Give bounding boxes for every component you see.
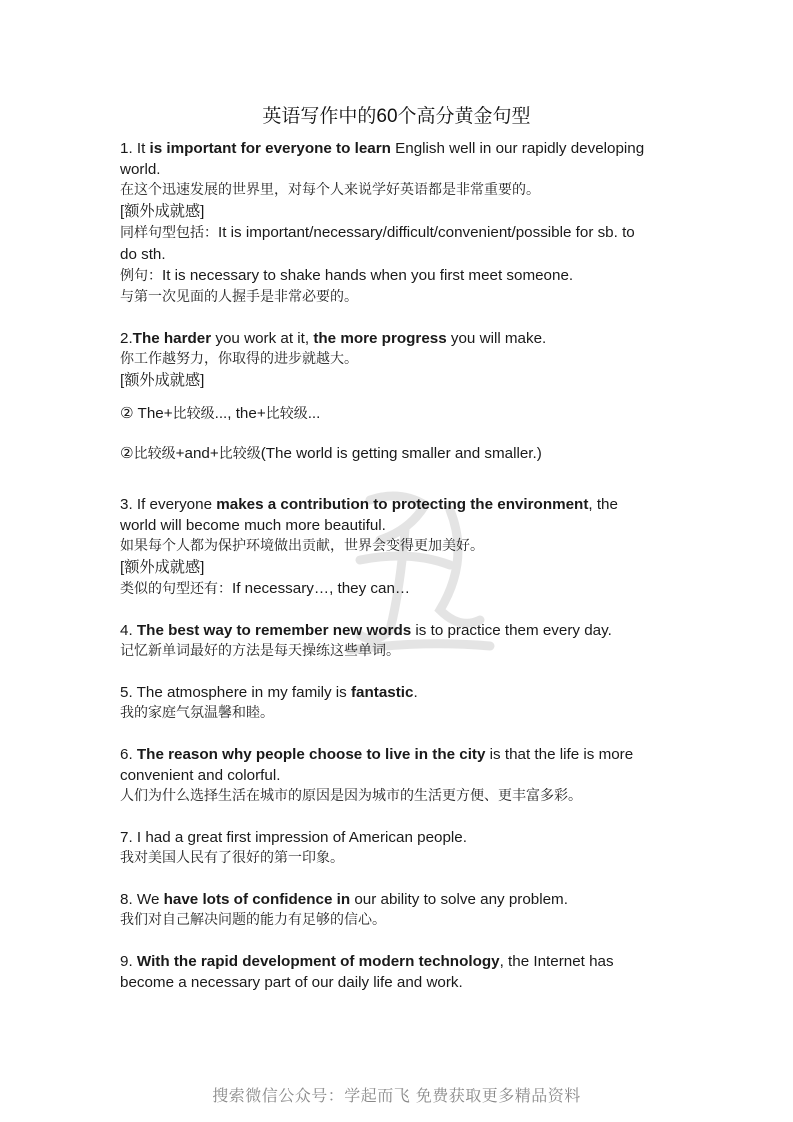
document-title: 英语写作中的60个高分黄金句型	[262, 106, 531, 127]
translation: 你工作越努力，你取得的进步就越大。	[120, 351, 358, 367]
sentence-4: 4. The best way to remember new words is to practice them every day. 记忆新单词最好的方法是每天操练这些单词。	[120, 620, 680, 662]
watermark-logo	[330, 470, 500, 660]
sentence-5: 5. The atmosphere in my family is fantastic. 我的家庭气氛温馨和睦。	[120, 682, 680, 724]
sentence-7: 7. I had a great first impression of American people. 我对美国人民有了很好的第一印象。	[120, 827, 680, 869]
translation: 我的家庭气氛温馨和睦。	[120, 705, 274, 721]
sentence-3: 3. If everyone makes a contribution to protecting the environment, the world will become much more beautiful. 如果每个人都为保护环境做出贡献，世界会变得更加美好。 [额外成就感] 类似的句型还有：If necessary…, they can…	[120, 494, 680, 600]
sentence-9: 9. With the rapid development of modern technology, the Internet has become a necessary part of our daily life and work.	[120, 953, 614, 991]
translation: 记忆新单词最好的方法是每天操练这些单词。	[120, 643, 400, 659]
translation: 与第一次见面的人握手是非常必要的。	[120, 289, 358, 305]
pattern-1: ② The+比较级..., the+比较级...	[120, 405, 321, 422]
tag: [额外成就感]	[120, 559, 205, 576]
sentence-1: 1. It is important for everyone to learn English well in our rapidly developing world. 在这个迅速发展的世界里，对每个人来说学好英语都是非常重要的。 [额外成就感] 同样句型包括：It is important/necessary/difficult/convenient/possible for sb. to do sth. 例句：It is necessary to shake hands when you first meet someone. 与第一次见面的人握手是非常必要的。	[120, 138, 680, 308]
pattern-2: ②比较级+and+比较级(The world is getting smaller and smaller.)	[120, 445, 542, 462]
sentence-8: 8. We have lots of confidence in our ability to solve any problem. 我们对自己解决问题的能力有足够的信心。	[120, 889, 680, 931]
sentence-2: 2.The harder you work at it, the more progress you will make. 你工作越努力，你取得的进步就越大。 [额外成就感] ② The+比较级..., the+比较级... ②比较级+and+比较级(The world is getting smaller and smaller.)	[120, 328, 680, 465]
footer-note: 搜索微信公众号：学起而飞 免费获取更多精品资料	[212, 1086, 581, 1105]
translation: 我对美国人民有了很好的第一印象。	[120, 850, 344, 866]
example: 例句：It is necessary to shake hands when you first meet someone.	[120, 267, 574, 284]
translation: 如果每个人都为保护环境做出贡献，世界会变得更加美好。	[120, 538, 484, 554]
tag: [额外成就感]	[120, 203, 205, 220]
translation: 人们为什么选择生活在城市的原因是因为城市的生活更方便、更丰富多彩。	[120, 788, 582, 804]
tag: [额外成就感]	[120, 372, 205, 389]
translation: 在这个迅速发展的世界里，对每个人来说学好英语都是非常重要的。	[120, 182, 540, 198]
sentence-6: 6. The reason why people choose to live in the city is that the life is more convenient and colorful. 人们为什么选择生活在城市的原因是因为城市的生活更方便、更丰富多彩。	[120, 744, 680, 807]
translation: 我们对自己解决问题的能力有足够的信心。	[120, 912, 386, 928]
